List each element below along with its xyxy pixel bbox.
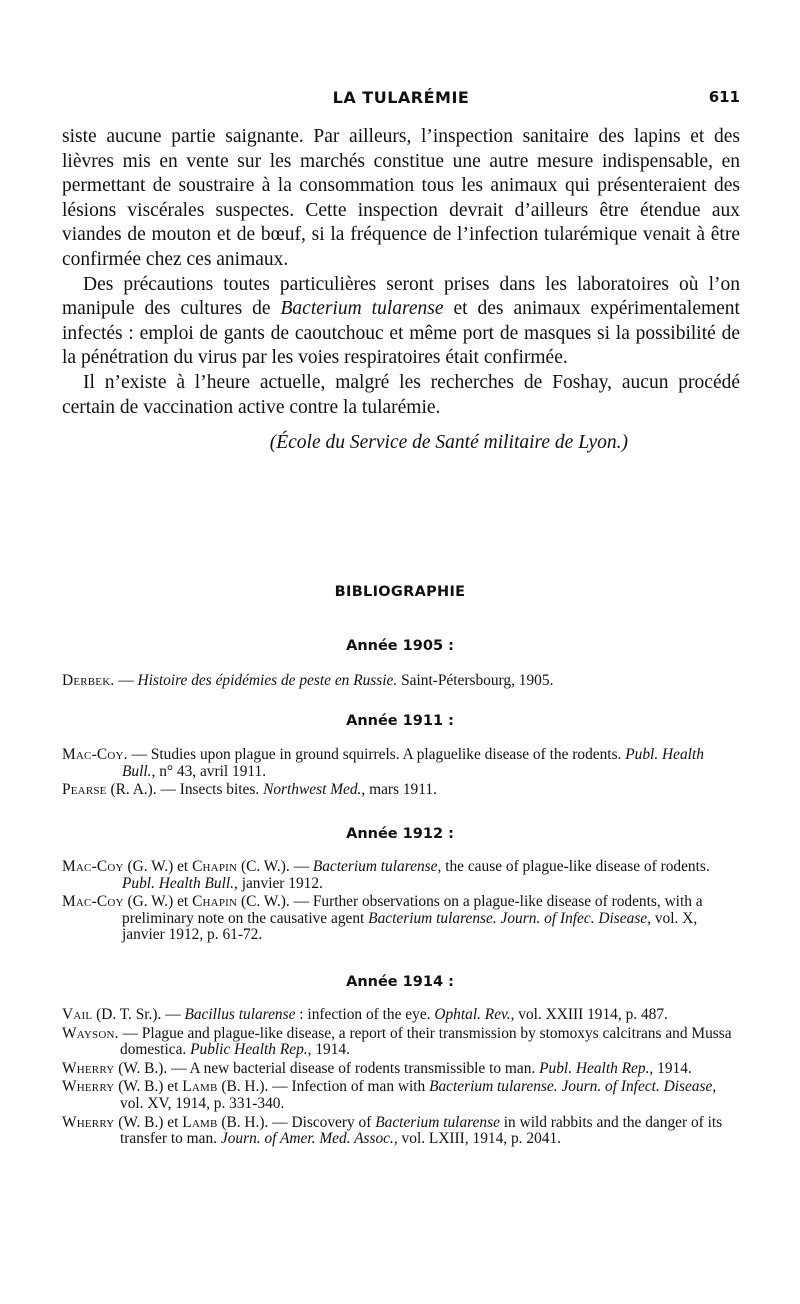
entry-journal: Northwest Med. [263, 781, 362, 799]
entry-author: Wherry [62, 1078, 115, 1096]
entry-author: Lamb [182, 1078, 218, 1096]
entry-text: — Plague and plague-like disease, a report of their transmission by stomoxys calcitrans and Mussa domestica. [118, 1024, 732, 1059]
entry-journal: Public Health Rep. [190, 1041, 308, 1059]
year-heading-1905: Année 1905 : [346, 638, 454, 654]
entries-1911 [62, 747, 740, 801]
year-heading-1912: Année 1912 : [346, 826, 454, 842]
affiliation: (École du Service de Santé militaire de Lyon.) [269, 432, 628, 454]
entry-text: (C. W.). — [237, 858, 313, 875]
entry-text: (W. B.) et [114, 1078, 183, 1096]
entry-title: Bacterium tularense [375, 1113, 500, 1131]
entry-text: (B. H.). — Discovery of [217, 1113, 376, 1131]
entry-text: , the cause of plague-like disease of rodents. [437, 858, 710, 875]
page-number: 611 [708, 88, 740, 106]
bibliography-entry [62, 782, 740, 799]
entry-journal: Ophtal. Rev. [434, 1006, 511, 1023]
entry-text: (G. W.) et [123, 858, 193, 875]
entries-1914 [62, 1007, 740, 1150]
paragraph-laboratory [62, 273, 740, 371]
entry-text: (R. A.). — Insects bites. [106, 781, 264, 799]
entry-author: Chapin [192, 893, 238, 911]
body-text [62, 125, 740, 456]
entry-author: Wherry [62, 1113, 115, 1131]
entry-text: : infection of the eye. [295, 1006, 435, 1023]
entry-author: Mac-Coy [62, 893, 124, 911]
year-heading-1914: Année 1914 : [346, 974, 454, 990]
bibliography-entry [62, 859, 740, 892]
paragraph-inspection: siste aucune partie saignante. Par ailleurs, l’inspection sanitaire des lapins et des lièvres mis en vente sur les marchés constitue une autre mesure indispensable, en permettant de soustraire à la consommation tous les animaux qui présenteraient des lésions viscérales suspectes. Cette inspection devrait d’ailleurs être étendue aux viandes de mouton et de bœuf, si la fréquence de l’infection tularémique venait à être confirmée chez ces animaux. [62, 126, 740, 270]
entry-text: (D. T. Sr.). — [92, 1006, 185, 1023]
entry-text: — [114, 672, 138, 689]
species-name: Bacterium tularense [280, 298, 444, 320]
entry-author: Wayson. [62, 1024, 119, 1042]
bibliography-entry [62, 1079, 740, 1112]
entry-author: Pearse [62, 781, 107, 799]
entry-title: Histoire des épidémies de peste en Russie. [137, 672, 398, 689]
entry-title: Bacterium tularense. Journ. of Infect. Disease [429, 1078, 713, 1096]
bibliography-entry [62, 673, 740, 690]
entry-author: Wherry [62, 1059, 115, 1077]
entry-text: — Studies upon plague in ground squirrels. A plaguelike disease of the rodents. [127, 746, 626, 763]
bibliography-entry [62, 1026, 740, 1059]
entry-text: , mars 1911. [361, 781, 437, 799]
entry-text: , vol. XV, 1914, p. 331-340. [120, 1078, 717, 1112]
entry-text: , janvier 1912. [234, 874, 323, 892]
entry-text: , 1914. [649, 1059, 692, 1077]
entry-title: Bacterium tularense. Journ. of Infec. Disease [368, 909, 648, 927]
entries-1905 [62, 673, 740, 692]
entry-text: in wild rabbits and the danger of its transfer to man. [120, 1113, 723, 1148]
entry-text: , vol. X, janvier 1912, p. 61-72. [122, 909, 698, 944]
entry-author: Mac-Coy [62, 858, 124, 875]
entry-text: (W. B.). — A new bacterial disease of rodents transmissible to man. [114, 1059, 540, 1077]
entry-text: (C. W.). — Further observations on a plague-like disease of rodents, with a preliminary note on the causative agent [122, 893, 703, 927]
entry-journal: Publ. Health Bull. [122, 874, 234, 892]
running-head [62, 88, 740, 110]
bibliography-entry [62, 1061, 740, 1078]
entry-journal: Publ. Health Rep. [539, 1059, 650, 1077]
entry-journal: Publ. Health Bull. [122, 746, 704, 780]
entry-author: Vail [62, 1006, 93, 1023]
paragraph-text: Des précautions toutes particulières seront prises dans les laboratoires où l’on manipule des cultures de [62, 273, 740, 320]
entry-author: Derbek. [62, 672, 115, 689]
entries-1912 [62, 859, 740, 946]
entry-text: , vol. LXIII, 1914, p. 2041. [393, 1130, 561, 1148]
entry-text: (G. W.) et [123, 893, 193, 911]
entry-journal: Journ. of Amer. Med. Assoc. [220, 1130, 394, 1148]
entry-text: , vol. XXIII 1914, p. 487. [510, 1006, 668, 1023]
bibliography-entry [62, 747, 740, 780]
entry-text: (B. H.). — Infection of man with [217, 1078, 430, 1096]
entry-text: , n° 43, avril 1911. [151, 762, 267, 780]
bibliography-entry [62, 1007, 740, 1024]
entry-author: Mac-Coy. [62, 746, 128, 763]
entry-text: (W. B.) et [114, 1113, 183, 1131]
entry-text: Saint-Pétersbourg, 1905. [397, 672, 554, 689]
entry-title: Bacterium tularense [312, 858, 438, 875]
running-title: LA TULARÉMIE [332, 88, 470, 107]
bibliography-heading: BIBLIOGRAPHIE [334, 584, 466, 600]
entry-title: Bacillus tularense [184, 1006, 296, 1023]
paragraph-text: et des animaux expérimentalement infectés : emploi de gants de caoutchouc et même port de masques si la possibilité de la pénétration du virus par les voies respiratoires était confirmée. [62, 298, 740, 369]
paragraph-vaccination: Il n’existe à l’heure actuelle, malgré les recherches de Foshay, aucun procédé certain de vaccination active contre la tularémie. [62, 371, 740, 418]
bibliography-entry [62, 894, 740, 944]
entry-author: Lamb [182, 1113, 218, 1131]
entry-text: , 1914. [307, 1041, 350, 1059]
entry-author: Chapin [192, 858, 238, 875]
year-heading-1911: Année 1911 : [346, 713, 454, 729]
bibliography-entry [62, 1115, 740, 1148]
